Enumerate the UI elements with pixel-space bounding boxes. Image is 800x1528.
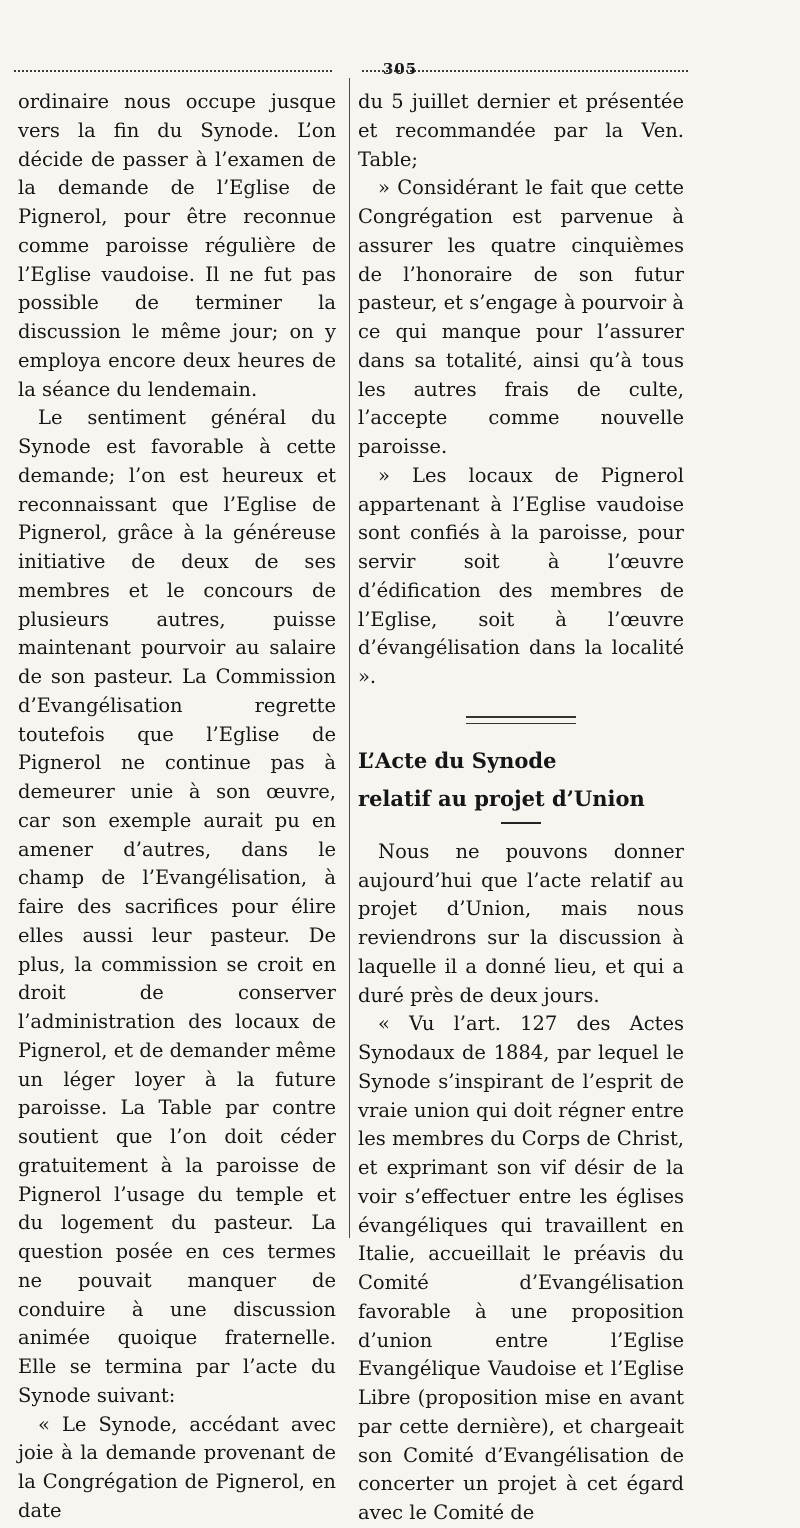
column-divider [349,78,350,1238]
header-rule-left [14,70,332,75]
left-paragraph-1: ordinaire nous occupe jusque vers la fin du Synode. L’on décide de passer à l’examen de la demande de l’Eglise de Pignerol, pour être reconnue comme paroisse régulière de l’Eglise vaudoise. Il ne fut pas possible de terminer la discussion le même jour; on y employa encore deux heures de la séance du lendemain. [18,90,336,401]
right-paragraph-3: » Les locaux de Pignerol appartenant à l’Eglise vaudoise sont confiés à la paroisse, pour servir soit à l’œuvre d’édification des membres de l’Eglise, soit à l’œuvre d’évangélisation dans la localité ». [358,463,684,688]
left-column [18,88,336,1526]
left-paragraph-3: « Le Synode, accédant avec joie à la demande provenant de la Congrégation de Pignerol, en date [18,1412,336,1522]
section-separator [466,716,576,724]
header-rule-right [362,70,688,75]
section-title-line-1: L’Acte du Synode [358,747,557,773]
section-title-line-2: relatif au projet d’Union [358,785,645,811]
right-paragraph-2: » Considérant le fait que cette Congrégation est parvenue à assurer les quatre cinquièmes de l’honoraire de son futur pasteur, et s’engage à pourvoir à ce qui manque pour l’assurer dans sa totalité, ainsi qu’à tous les autres frais de culte, l’accepte comme nouvelle paroisse. [358,176,684,458]
title-dash [501,822,541,824]
page-number: 305 [382,60,418,78]
section-paragraph-1: Nous ne pouvons donner aujourd’hui que l’acte relatif au projet d’Union, mais nous reviendrons sur la discussion à laquelle il a donné lieu, et qui a duré près de deux jours. [358,839,684,1007]
left-paragraph-2: Le sentiment général du Synode est favorable à cette demande; l’on est heureux et reconnaissant que l’Eglise de Pignerol, grâce à la généreuse initiative de deux de ses membres et le concours de plusieurs autres, puisse maintenant pourvoir au salaire de son pasteur. La Commission d’Evangélisation regrette toutefois que l’Eglise de Pignerol ne continue pas à demeurer unie à son œuvre, car son exemple aurait pu en amener d’autres, dans le champ de l’Evangélisation, à faire des sacrifices pour élire elles aussi leur pasteur. De plus, la commission se croit en droit de conserver l’administration des locaux de Pignerol, et de demander même un léger loyer à la future paroisse. La Table par contre soutient que l’on doit céder gratuitement à la paroisse de Pignerol l’usage du temple et du logement du pasteur. La question posée en ces termes ne pouvait manquer de conduire à une discussion animée quoique fraternelle. Elle se termina par l’acte du Synode suivant: [18,406,336,1407]
section-paragraph-2: « Vu l’art. 127 des Actes Synodaux de 1884, par lequel le Synode s’inspirant de l’esprit de vraie union qui doit régner entre les membres du Corps de Christ, et exprimant son vif désir de la voir s’effectuer entre les églises évangéliques qui travaillent en Italie, accueillait le préavis du Comité d’Evangélisation favorable à une proposition d’union entre l’Eglise Evangélique Vaudoise et l’Eglise Libre (proposition mise en avant par cette dernière), et chargeait son Comité d’Evangélisation de concerter un projet à cet égard avec le Comité de [358,1012,684,1524]
right-paragraph-1: du 5 juillet dernier et présentée et recommandée par la Ven. Table; [358,90,684,171]
right-column [358,88,684,1528]
